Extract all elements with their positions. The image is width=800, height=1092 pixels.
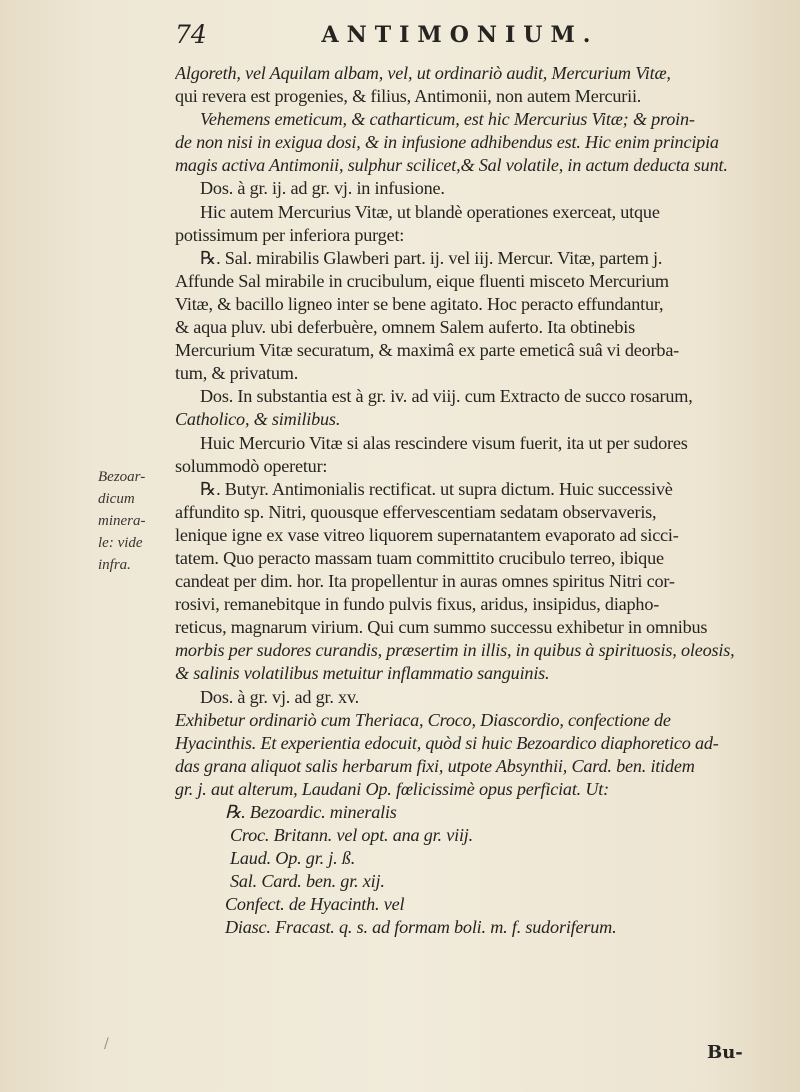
margin-note-line: minera- — [98, 513, 146, 529]
text-line: & salinis volatilibus metuitur inflammatio sanguinis. — [175, 663, 550, 684]
margin-note-line: Bezoar- — [98, 469, 146, 485]
margin-note-line: le: vide — [98, 535, 143, 551]
running-title: ANTIMONIUM. — [321, 22, 599, 48]
text-line: tatem. Quo peracto massam tuam committito crucibulo terreo, ibique — [175, 547, 664, 568]
text-line: candeat per dim. hor. Ita propellentur in auras omnes spiritus Nitri cor- — [175, 571, 675, 592]
margin-note-line: infra. — [98, 557, 131, 573]
pencil-mark: / — [104, 1036, 109, 1052]
text-line: potissimum per inferiora purget: — [175, 224, 405, 245]
text-line: Hic autem Mercurius Vitæ, ut blandè operationes exerceat, utque — [200, 201, 660, 222]
text-line: Hyacinthis. Et experientia edocuit, quòd si huic Bezoardico diaphoretico ad- — [175, 732, 719, 753]
margin-note-line: dicum — [98, 491, 135, 507]
text-line: qui revera est progenies, & filius, Antimonii, non autem Mercurii. — [175, 86, 642, 107]
text-line: Diasc. Fracast. q. s. ad formam boli. m. f. sudoriferum. — [225, 917, 617, 938]
text-line: Confect. de Hyacinth. vel — [225, 894, 405, 915]
text-line: rosivi, remanebitque in fundo pulvis fixus, aridus, insipidus, diapho- — [175, 594, 660, 615]
margin-note — [98, 466, 168, 576]
text-line: affundito sp. Nitri, quousque effervescentiam sedatam observaveris, — [175, 501, 657, 522]
text-line: Croc. Britann. vel opt. ana gr. viij. — [230, 825, 473, 846]
text-line: Dos. à gr. ij. ad gr. vj. in infusione. — [200, 178, 445, 199]
page-header — [175, 20, 735, 60]
text-line: Catholico, & similibus. — [175, 409, 341, 430]
text-line: morbis per sudores curandis, præsertim in illis, in quibus à spirituosis, oleosis, — [175, 640, 735, 661]
text-line: Laud. Op. gr. j. ß. — [230, 848, 356, 869]
catchword: Bu- — [707, 1042, 743, 1063]
text-line: Dos. In substantia est à gr. iv. ad viij. cum Extracto de succo rosarum, — [200, 386, 693, 407]
text-line: tum, & privatum. — [175, 363, 299, 384]
page-number: 74 — [175, 20, 207, 49]
text-line: Vitæ, & bacillo ligneo inter se bene agitato. Hoc peracto effundantur, — [175, 293, 664, 314]
text-line: Sal. Card. ben. gr. xij. — [230, 871, 385, 892]
text-line: ℞. Butyr. Antimonialis rectificat. ut supra dictum. Huic successivè — [200, 478, 673, 499]
text-line: Huic Mercurio Vitæ si alas rescindere visum fuerit, ita ut per sudores — [200, 432, 688, 453]
text-line: Algoreth, vel Aquilam albam, vel, ut ordinariò audit, Mercurium Vitæ, — [175, 63, 671, 83]
text-line: Dos. à gr. vj. ad gr. xv. — [200, 686, 360, 707]
text-line: ℞. Bezoardic. mineralis — [225, 802, 397, 822]
text-line: & aqua pluv. ubi deferbuère, omnem Salem auferto. Ita obtinebis — [175, 317, 635, 338]
text-line: ℞. Sal. mirabilis Glawberi part. ij. vel iij. Mercur. Vitæ, partem j. — [200, 247, 663, 268]
text-line: gr. j. aut alterum, Laudani Op. fœlicissimè opus perficiat. Ut: — [175, 778, 610, 799]
text-line: das grana aliquot salis herbarum fixi, utpote Absynthii, Card. ben. itidem — [175, 755, 695, 776]
text-line: magis activa Antimonii, sulphur scilicet,& Sal volatile, in actum deducta sunt. — [175, 155, 728, 176]
text-line: Affunde Sal mirabile in crucibulum, eique fluenti misceto Mercurium — [175, 270, 669, 291]
text-line: Exhibetur ordinariò cum Theriaca, Croco, Diascordio, confectione de — [175, 709, 671, 730]
text-line: reticus, magnarum virium. Qui cum summo successu exhibetur in omnibus — [175, 617, 708, 638]
text-line: solummodò operetur: — [175, 455, 328, 476]
text-line: lenique igne ex vase vitreo liquorem supernatantem evaporato ad sicci- — [175, 524, 679, 545]
text-line: de non nisi in exigua dosi, & in infusione adhibendus est. Hic enim principia — [175, 132, 719, 153]
text-line: Vehemens emeticum, & catharticum, est hic Mercurius Vitæ; & proin- — [200, 109, 695, 130]
text-line: Mercurium Vitæ securatum, & maximâ ex parte emeticâ suâ vi deorba- — [175, 340, 680, 361]
body-text — [175, 62, 735, 940]
